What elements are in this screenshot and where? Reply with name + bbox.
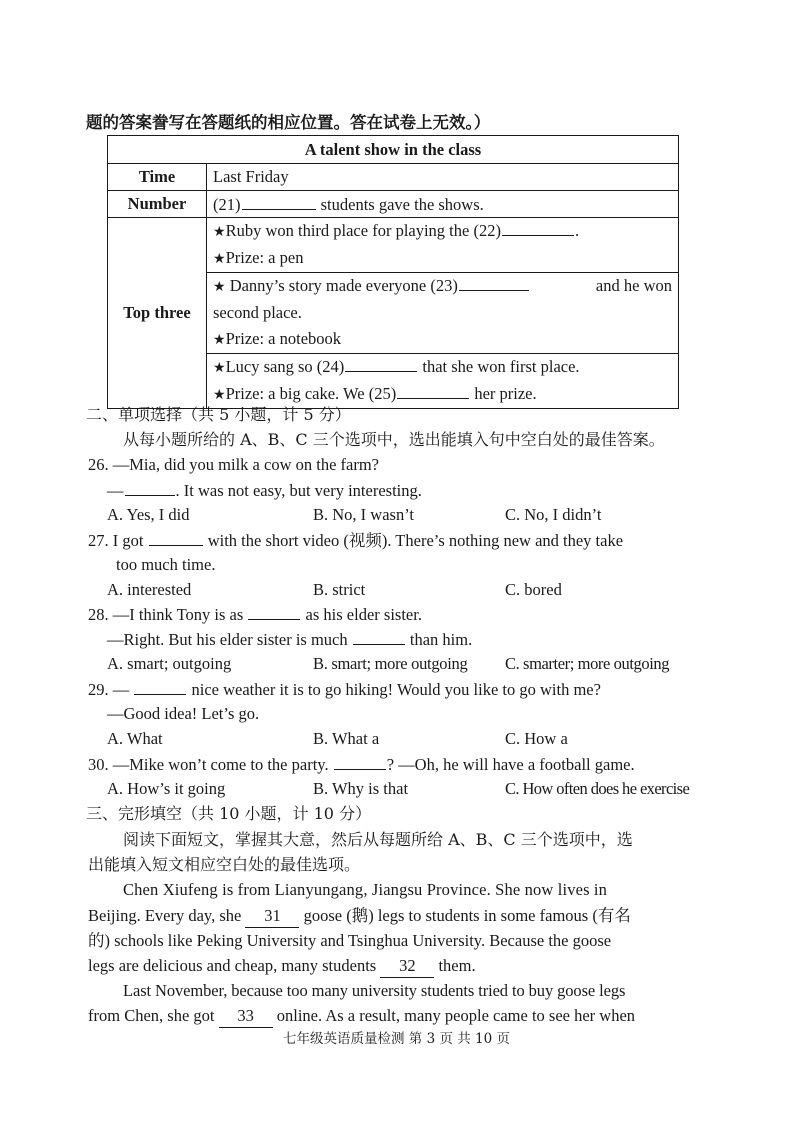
section-2-heading: 二、单项选择（共 5 小题，计 5 分） — [86, 405, 351, 424]
answer-instruction-note: 题的答案誊写在答题纸的相应位置。答在试卷上无效。） — [86, 113, 491, 132]
blank-32[interactable]: 32 — [380, 955, 434, 978]
q26-line1: 26. —Mia, did you milk a cow on the farm? — [88, 455, 379, 474]
blank-q27[interactable] — [149, 529, 203, 546]
passage-p1-line1: Chen Xiufeng is from Lianyungang, Jiangsu Province. She now lives in — [123, 880, 608, 899]
q26-option-a[interactable]: A. Yes, I did — [107, 505, 190, 524]
blank-q29[interactable] — [134, 678, 186, 695]
q29-option-c[interactable]: C. How a — [505, 729, 568, 748]
passage-p1-line4: legs are delicious and cheap, many students 32 them. — [88, 955, 476, 978]
blank-22[interactable] — [502, 219, 574, 236]
q27-line2: too much time. — [116, 555, 216, 574]
page-footer: 七年级英语质量检测 第 3 页 共 10 页 — [282, 1031, 510, 1047]
blank-q28-2[interactable] — [353, 628, 405, 645]
q26-option-c[interactable]: C. No, I didn’t — [505, 505, 602, 524]
q29-option-b[interactable]: B. What a — [313, 729, 380, 748]
q30-option-c[interactable]: C. How often does he exercise — [505, 779, 690, 798]
star-icon: ★ — [213, 360, 226, 376]
time-label: Time — [108, 164, 207, 191]
star-icon: ★ — [213, 332, 226, 348]
blank-q28-1[interactable] — [248, 603, 300, 620]
section-2-instruction: 从每小题所给的 A、B、C 三个选项中，选出能填入句中空白处的最佳答案。 — [123, 430, 665, 449]
section-3-heading: 三、完形填空（共 10 小题，计 10 分） — [86, 804, 372, 823]
q26-option-b[interactable]: B. No, I wasn’t — [313, 505, 414, 524]
q30-option-b[interactable]: B. Why is that — [313, 779, 409, 798]
blank-q26[interactable] — [125, 479, 175, 496]
passage-p2-line2: from Chen, she got 33 online. As a result, many people came to see her when — [88, 1005, 635, 1028]
time-value: Last Friday — [207, 164, 679, 191]
talent-show-table — [107, 135, 679, 409]
number-value: (21) students gave the shows. — [207, 191, 679, 218]
q30-line1: 30. —Mike won’t come to the party. ? —Oh, he will have a football game. — [88, 755, 635, 774]
q27-line1: 27. I got with the short video (视频). There’s nothing new and they take — [88, 531, 624, 550]
passage-p1-line2: Beijing. Every day, she 31 goose (鹅) legs to students in some famous (有名 — [88, 905, 631, 928]
star-icon: ★ — [213, 387, 226, 403]
q28-option-b[interactable]: B. smart; more outgoing — [313, 654, 468, 673]
number-label: Number — [108, 191, 207, 218]
q28-line1: 28. —I think Tony is as as his elder sister. — [88, 605, 422, 624]
passage-p1-line3: 的) schools like Peking University and Tsinghua University. Because the goose — [88, 931, 612, 950]
q27-option-c[interactable]: C. bored — [505, 580, 562, 599]
q30-option-a[interactable]: A. How’s it going — [107, 779, 226, 798]
q29-line2: —Good idea! Let’s go. — [107, 704, 260, 723]
blank-31[interactable]: 31 — [245, 905, 299, 928]
top-three-label: Top three — [108, 218, 207, 409]
blank-24[interactable] — [345, 355, 417, 372]
q27-option-b[interactable]: B. strict — [313, 580, 366, 599]
q29-line1: 29. — nice weather it is to go hiking! Would you like to go with me? — [88, 680, 601, 699]
blank-23[interactable] — [459, 274, 529, 291]
section-3-instruction-1: 阅读下面短文，掌握其大意，然后从每题所给 A、B、C 三个选项中，选 — [123, 830, 633, 849]
q26-line2: — . It was not easy, but very interesting. — [107, 481, 422, 500]
q29-option-a[interactable]: A. What — [107, 729, 163, 748]
danny-cell: ★ Danny’s story made everyone (23) and he won second place. ★Prize: a notebook — [207, 273, 679, 354]
blank-q30[interactable] — [334, 753, 386, 770]
lucy-cell: ★Lucy sang so (24) that she won first place. ★Prize: a big cake. We (25) her prize. — [207, 354, 679, 409]
q28-option-c[interactable]: C. smarter; more outgoing — [505, 654, 670, 673]
star-icon: ★ — [213, 224, 226, 240]
q27-option-a[interactable]: A. interested — [107, 580, 192, 599]
q28-option-a[interactable]: A. smart; outgoing — [107, 654, 232, 673]
blank-25[interactable] — [397, 382, 469, 399]
star-icon: ★ — [213, 279, 226, 295]
table-title: A talent show in the class — [108, 136, 679, 164]
blank-33[interactable]: 33 — [219, 1005, 273, 1028]
ruby-cell: ★Ruby won third place for playing the (22) . ★Prize: a pen — [207, 218, 679, 273]
blank-21[interactable] — [242, 193, 316, 210]
section-3-instruction-2: 出能填入短文相应空白处的最佳选项。 — [88, 855, 361, 874]
star-icon: ★ — [213, 251, 226, 267]
passage-p2-line1: Last November, because too many university students tried to buy goose legs — [123, 981, 626, 1000]
q28-line2: —Right. But his elder sister is much than him. — [107, 630, 473, 649]
